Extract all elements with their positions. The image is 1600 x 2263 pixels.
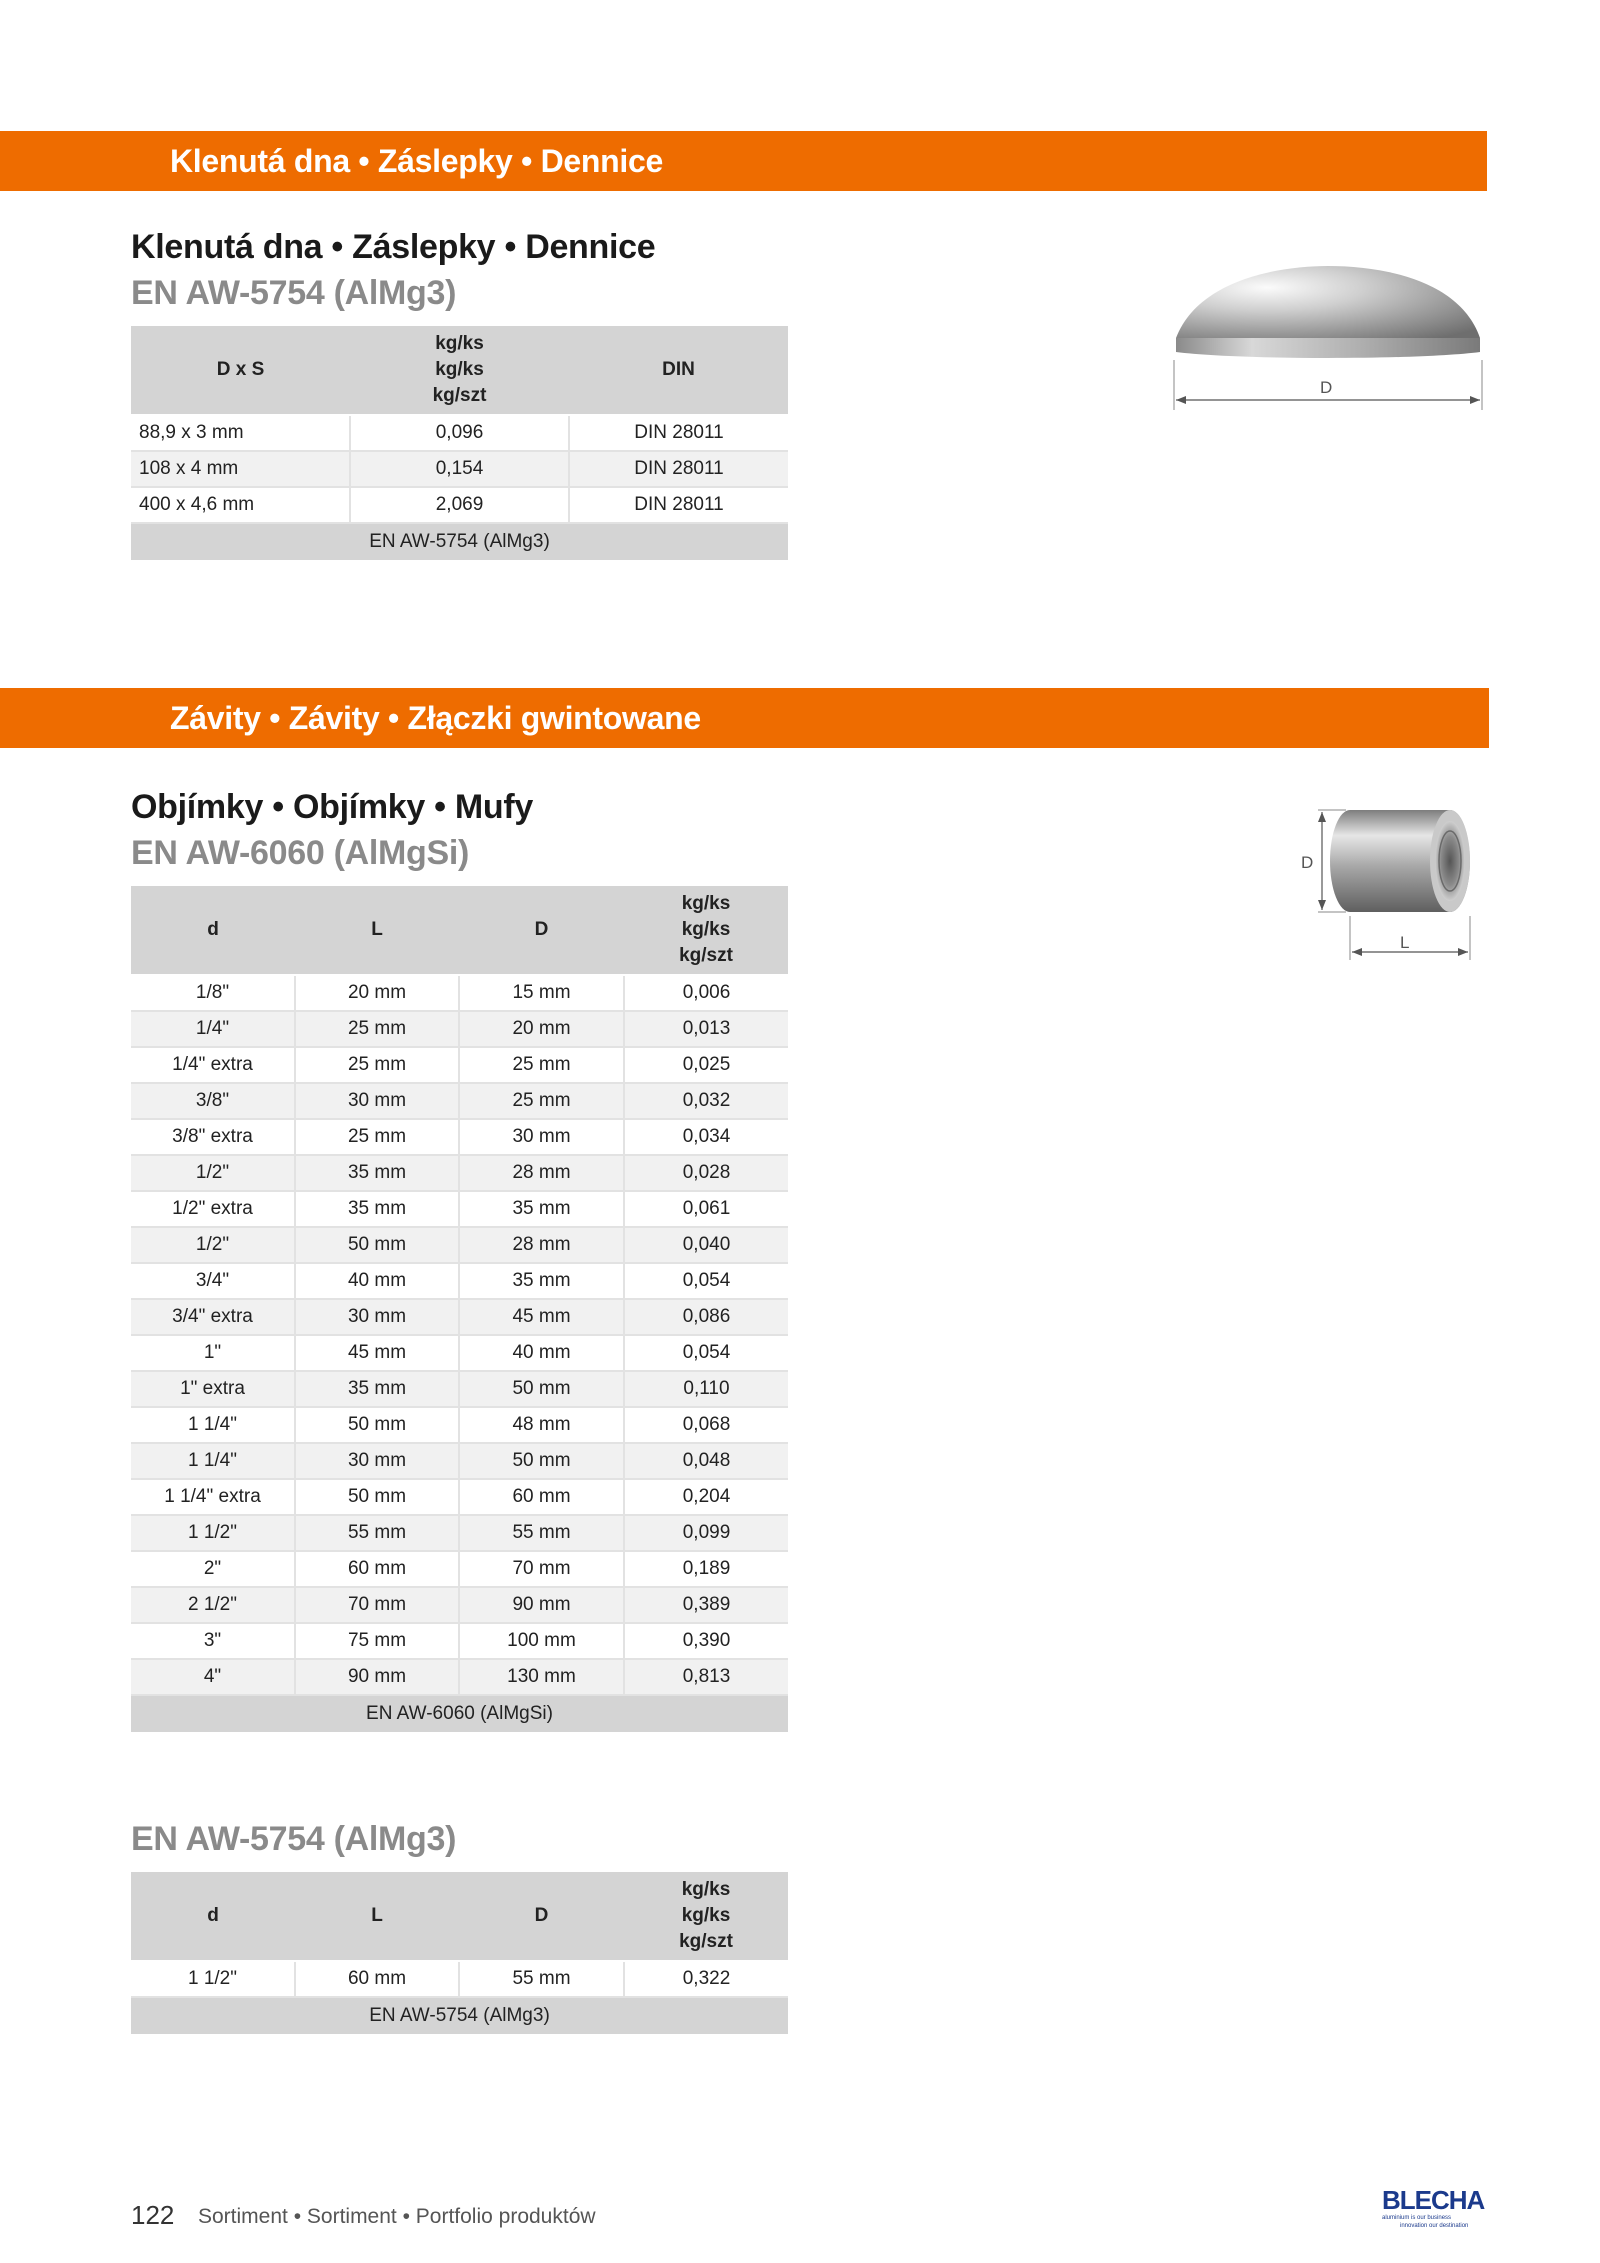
cell-d: 1 1/4" xyxy=(131,1443,295,1479)
cell-weight: 0,204 xyxy=(624,1479,788,1515)
cell-length: 30 mm xyxy=(295,1299,459,1335)
cell-outer-d: 70 mm xyxy=(459,1551,624,1587)
cell-weight: 0,040 xyxy=(624,1227,788,1263)
cell-outer-d: 48 mm xyxy=(459,1407,624,1443)
socket-illustration xyxy=(1300,800,1480,970)
col-header-weight xyxy=(350,326,569,415)
cell-weight: 0,061 xyxy=(624,1191,788,1227)
cell-d: 1 1/4" xyxy=(131,1407,295,1443)
cell-weight: 0,013 xyxy=(624,1011,788,1047)
cell-din: DIN 28011 xyxy=(569,487,788,523)
cell-outer-d: 35 mm xyxy=(459,1263,624,1299)
cell-d: 1/2" xyxy=(131,1227,295,1263)
cell-length: 30 mm xyxy=(295,1083,459,1119)
table-row xyxy=(131,1011,788,1047)
cell-length: 25 mm xyxy=(295,1011,459,1047)
table-row xyxy=(131,1299,788,1335)
cell-length: 35 mm xyxy=(295,1191,459,1227)
cell-length: 40 mm xyxy=(295,1263,459,1299)
cell-d: 2" xyxy=(131,1551,295,1587)
cell-length: 50 mm xyxy=(295,1407,459,1443)
cell-d: 2 1/2" xyxy=(131,1587,295,1623)
col-header-weight-3: kg/szt xyxy=(679,945,733,966)
col-header-ds: D x S xyxy=(131,326,350,415)
col-header-weight xyxy=(624,1872,788,1961)
cell-length: 35 mm xyxy=(295,1371,459,1407)
section-band-threads: Závity • Závity • Złączki gwintowane xyxy=(0,688,1489,748)
cell-weight: 0,154 xyxy=(350,451,569,487)
cell-length: 50 mm xyxy=(295,1479,459,1515)
cell-length: 25 mm xyxy=(295,1047,459,1083)
cell-d: 1 1/2" xyxy=(131,1515,295,1551)
table-row xyxy=(131,975,788,1011)
table-header-row xyxy=(131,1872,788,1961)
cell-weight: 0,028 xyxy=(624,1155,788,1191)
table-header-row xyxy=(131,326,788,415)
table-row xyxy=(131,1119,788,1155)
table-row xyxy=(131,1623,788,1659)
cell-outer-d: 25 mm xyxy=(459,1083,624,1119)
cell-d: 1" xyxy=(131,1335,295,1371)
caps-material: EN AW-5754 (AlMg3) xyxy=(131,274,457,312)
caps-table xyxy=(131,326,788,560)
col-header-d-large: D xyxy=(459,1872,624,1961)
cell-outer-d: 55 mm xyxy=(459,1515,624,1551)
cell-weight: 0,189 xyxy=(624,1551,788,1587)
table-row xyxy=(131,415,788,451)
col-header-weight-3: kg/szt xyxy=(679,1931,733,1952)
table-row xyxy=(131,1335,788,1371)
cell-length: 50 mm xyxy=(295,1227,459,1263)
cell-d: 1/2" xyxy=(131,1155,295,1191)
table-footer-material: EN AW-5754 (AlMg3) xyxy=(131,523,788,560)
cell-outer-d: 35 mm xyxy=(459,1191,624,1227)
table-footer-row xyxy=(131,1695,788,1732)
cell-weight: 0,032 xyxy=(624,1083,788,1119)
logo-wordmark: BLECHA xyxy=(1382,2185,1485,2215)
cell-d: 1/2" extra xyxy=(131,1191,295,1227)
table-row xyxy=(131,1551,788,1587)
table-row xyxy=(131,1047,788,1083)
cell-d: 1/4" extra xyxy=(131,1047,295,1083)
logo-tagline-2: innovation our destination xyxy=(1400,2223,1469,2229)
table-footer-row xyxy=(131,1997,788,2034)
col-header-weight-2: kg/ks xyxy=(435,359,484,380)
cell-outer-d: 20 mm xyxy=(459,1011,624,1047)
cell-weight: 0,099 xyxy=(624,1515,788,1551)
cell-d: 3/8" extra xyxy=(131,1119,295,1155)
cell-d: 1/8" xyxy=(131,975,295,1011)
col-header-weight xyxy=(624,886,788,975)
col-header-weight-1: kg/ks xyxy=(435,333,484,354)
caps-title: Klenutá dna • Záslepky • Dennice xyxy=(131,228,656,266)
cell-weight: 0,110 xyxy=(624,1371,788,1407)
cell-length: 75 mm xyxy=(295,1623,459,1659)
table-row xyxy=(131,1155,788,1191)
cell-length: 25 mm xyxy=(295,1119,459,1155)
sockets-material: EN AW-6060 (AlMgSi) xyxy=(131,834,470,872)
cell-ds: 108 x 4 mm xyxy=(131,451,350,487)
table-row xyxy=(131,1191,788,1227)
cell-weight: 0,054 xyxy=(624,1263,788,1299)
cell-length: 35 mm xyxy=(295,1155,459,1191)
cell-outer-d: 28 mm xyxy=(459,1155,624,1191)
cell-outer-d: 90 mm xyxy=(459,1587,624,1623)
cell-d: 3/4" extra xyxy=(131,1299,295,1335)
cell-outer-d: 45 mm xyxy=(459,1299,624,1335)
col-header-d-small: d xyxy=(131,1872,295,1961)
cell-weight: 0,322 xyxy=(624,1961,788,1997)
cell-weight: 0,086 xyxy=(624,1299,788,1335)
table-row xyxy=(131,1479,788,1515)
cell-din: DIN 28011 xyxy=(569,415,788,451)
cell-d: 1" extra xyxy=(131,1371,295,1407)
table-row xyxy=(131,451,788,487)
cell-weight: 0,813 xyxy=(624,1659,788,1695)
cell-outer-d: 30 mm xyxy=(459,1119,624,1155)
cell-d: 1/4" xyxy=(131,1011,295,1047)
table-row xyxy=(131,487,788,523)
table-row xyxy=(131,1083,788,1119)
cell-weight: 0,068 xyxy=(624,1407,788,1443)
page-number: 122 xyxy=(131,2200,175,2230)
cell-outer-d: 25 mm xyxy=(459,1047,624,1083)
col-header-d-large: D xyxy=(459,886,624,975)
table-row xyxy=(131,1407,788,1443)
cell-length: 60 mm xyxy=(295,1551,459,1587)
table-row xyxy=(131,1443,788,1479)
table-row xyxy=(131,1659,788,1695)
table-row xyxy=(131,1227,788,1263)
table-row xyxy=(131,1515,788,1551)
cell-d: 1 1/2" xyxy=(131,1961,295,1997)
col-header-weight-2: kg/ks xyxy=(681,1905,731,1926)
cell-weight: 0,006 xyxy=(624,975,788,1011)
cell-outer-d: 50 mm xyxy=(459,1371,624,1407)
cell-weight: 0,048 xyxy=(624,1443,788,1479)
cell-length: 45 mm xyxy=(295,1335,459,1371)
table-footer-material: EN AW-6060 (AlMgSi) xyxy=(131,1695,788,1732)
cell-ds: 88,9 x 3 mm xyxy=(131,415,350,451)
cell-d: 1 1/4" extra xyxy=(131,1479,295,1515)
blecha-logo xyxy=(1382,2186,1490,2236)
cell-outer-d: 50 mm xyxy=(459,1443,624,1479)
col-header-weight-1: kg/ks xyxy=(681,1879,731,1900)
section-band-caps: Klenutá dna • Záslepky • Dennice xyxy=(0,131,1487,191)
table-footer-row xyxy=(131,523,788,560)
cell-din: DIN 28011 xyxy=(569,451,788,487)
cell-weight: 0,096 xyxy=(350,415,569,451)
sockets-title: Objímky • Objímky • Mufy xyxy=(131,788,534,826)
table-footer-material: EN AW-5754 (AlMg3) xyxy=(131,1997,788,2034)
table-row xyxy=(131,1263,788,1299)
cell-d: 3" xyxy=(131,1623,295,1659)
dome-dimension-label: D xyxy=(1320,378,1333,397)
table-row xyxy=(131,1961,788,1997)
section3-material: EN AW-5754 (AlMg3) xyxy=(131,1820,457,1858)
cell-outer-d: 40 mm xyxy=(459,1335,624,1371)
col-header-din: DIN xyxy=(569,326,788,415)
socket-dimension-label-d: D xyxy=(1301,853,1314,872)
socket-dimension-label-l: L xyxy=(1400,933,1410,952)
cell-length: 20 mm xyxy=(295,975,459,1011)
cell-d: 4" xyxy=(131,1659,295,1695)
col-header-length: L xyxy=(295,1872,459,1961)
cell-length: 70 mm xyxy=(295,1587,459,1623)
cell-ds: 400 x 4,6 mm xyxy=(131,487,350,523)
cell-weight: 0,054 xyxy=(624,1335,788,1371)
cell-outer-d: 28 mm xyxy=(459,1227,624,1263)
col-header-weight-1: kg/ks xyxy=(681,893,731,914)
cell-outer-d: 100 mm xyxy=(459,1623,624,1659)
cell-weight: 0,034 xyxy=(624,1119,788,1155)
cell-weight: 0,025 xyxy=(624,1047,788,1083)
footer-text: Sortiment • Sortiment • Portfolio produktów xyxy=(198,2205,596,2228)
cell-length: 30 mm xyxy=(295,1443,459,1479)
logo-tagline-1: aluminium is our business xyxy=(1382,2215,1452,2221)
col-header-weight-2: kg/ks xyxy=(681,919,731,940)
alloy-5754-table xyxy=(131,1872,788,2034)
cell-outer-d: 55 mm xyxy=(459,1961,624,1997)
cell-length: 60 mm xyxy=(295,1961,459,1997)
cell-weight: 2,069 xyxy=(350,487,569,523)
col-header-d-small: d xyxy=(131,886,295,975)
cell-outer-d: 15 mm xyxy=(459,975,624,1011)
table-header-row xyxy=(131,886,788,975)
cell-weight: 0,389 xyxy=(624,1587,788,1623)
cell-d: 3/8" xyxy=(131,1083,295,1119)
table-row xyxy=(131,1371,788,1407)
table-row xyxy=(131,1587,788,1623)
cell-outer-d: 130 mm xyxy=(459,1659,624,1695)
col-header-length: L xyxy=(295,886,459,975)
col-header-weight-3: kg/szt xyxy=(432,385,487,406)
sockets-table xyxy=(131,886,788,1732)
cell-weight: 0,390 xyxy=(624,1623,788,1659)
cell-d: 3/4" xyxy=(131,1263,295,1299)
cell-length: 90 mm xyxy=(295,1659,459,1695)
cell-outer-d: 60 mm xyxy=(459,1479,624,1515)
cell-length: 55 mm xyxy=(295,1515,459,1551)
